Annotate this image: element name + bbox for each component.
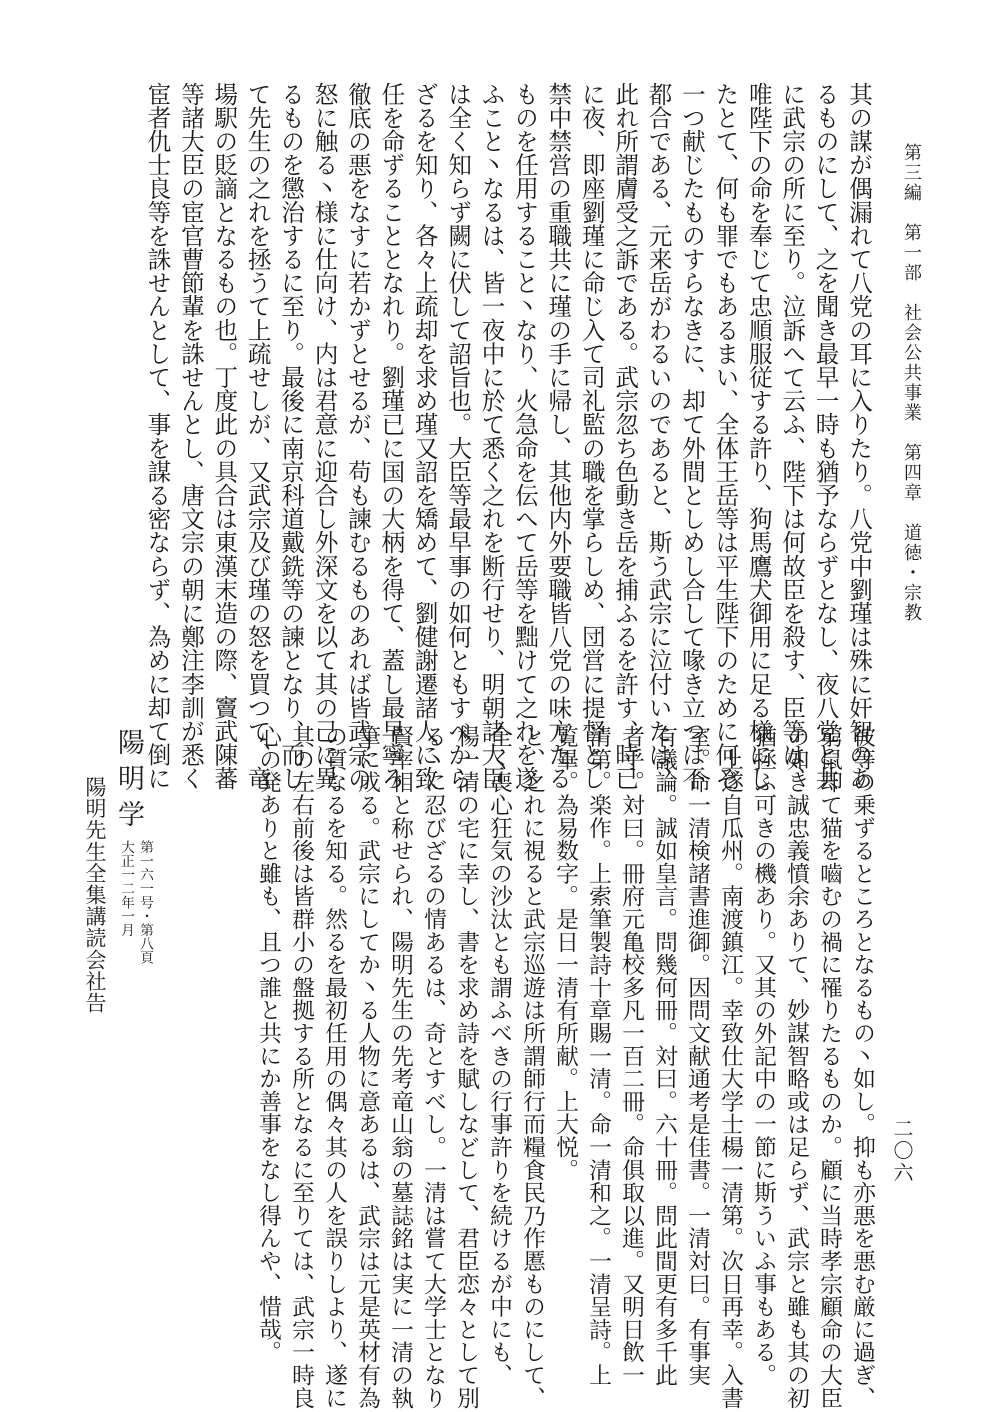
text-column: 怒に触る丶様に仕向け、内は君意に迎合し外深文を以て其の己に異 (310, 82, 339, 790)
text-column: 任を命ずることとなれり。劉瑾已に国の大柄を得て、蓋し最早寧ろ (377, 82, 406, 790)
colophon-title: 陽明学 (113, 728, 144, 836)
text-column: と、之れに視ると武宗巡遊は所謂師行而糧食民乃作慝ものにして、 (519, 725, 545, 1409)
text-column: 場駅の貶謫となるもの也。丁度此の具合は東漢末造の際、竇武陳蕃 (210, 82, 239, 790)
text-column: 賢宰相と称せられ、陽明先生の先考竜山翁の墓誌銘は実に一清の執 (387, 725, 413, 1409)
running-header: 第三編 第一部 社会公共事業 第四章 道徳・宗教 (901, 143, 922, 623)
text-column: るものを懲治するに至り。最後に南京科道戴銑等の諫となり、而し (277, 82, 306, 790)
text-column: 一つ献じたものすらなきに、却て外間としめし合して喙き立つは不 (677, 82, 706, 790)
text-column: 猶拯ふ可きの機あり。又其の外記中の一節に斯ういふ事もある。 (750, 725, 776, 1387)
text-column: 等諸大臣の宦官曹節輩を誅せんとし、唐文宗の朝に鄭注李訓が悉く (176, 82, 205, 790)
text-column: 其の左右前後は皆群小の盤拠する所となるに至りては、武宗一時良 (288, 725, 314, 1409)
text-column: 唯陛下の命を奉じて忠順服従する許り、狗馬鷹犬御用に足る様にし (744, 82, 773, 790)
quotation-column: 清第。楽作。上索筆製詩十章賜一清。命一清和之。一清呈詩。上 (585, 725, 611, 1387)
text-column: 禁中禁営の重職共に瑾の手に帰し、其他内外要職皆八党の味方たる (544, 82, 573, 790)
colophon-publisher: 陽明先生全集講読会社告 (83, 776, 107, 1014)
issue-number: 第一六一号・第八頁 (137, 840, 153, 965)
text-column: 其の謀が偶漏れて八党の耳に入りたり。八党中劉瑾は殊に奸智のあ (845, 82, 873, 790)
quotation-column: 者乎。対曰。冊府元亀校多凡一百二冊。命俱取以進。又明日飲一 (618, 725, 644, 1387)
text-column: 全く喪心狂気の沙汰とも謂ふべきの行事許りを続けるが中にも、 (486, 725, 512, 1387)
text-column: 徹底の悪をなすに若かずとせるが、苟も諫むるものあれば皆武宗の (343, 82, 372, 790)
quotation-column: 覧畢。為易数字。是日一清有所献。上大悦。 (552, 725, 578, 1181)
text-column: たとて、何も罪でもあるまい、全体王岳等は平生陛下のために何ぞ (711, 82, 740, 790)
text-column: ものを任用すること丶なり、火急命を伝へて岳等を黜けて之れを遂 (510, 82, 539, 790)
text-column: に夜、即座劉瑾に命じ入て司礼監の職を掌らしめ、団営に提督とし (577, 82, 606, 790)
text-column: 都合である、元来岳がわるいのであると、斯う武宗に泣付いたは、 (644, 82, 673, 790)
text-column: 筆に成る。武宗にしてか丶る人物に意あるは、武宗は元是英材有為 (354, 725, 380, 1409)
text-column: は全く知らず闕に伏して詔旨也。大臣等最早事の如何ともすべから (444, 82, 473, 790)
quotation-column: 有議論。誠如皇言。問幾何冊。対曰。六十冊。問此間更有多千此 (651, 725, 677, 1387)
text-column: の如き誠忠義憤余ありて、妙謀智略或は足らず、武宗と雖も其の初 (783, 725, 809, 1409)
colophon-issue (116, 840, 154, 964)
text-column: 心の発ありと雖も、且つ誰と共にか善事をなし得んや、惜哉。 (255, 725, 281, 1364)
text-column: 楊一清の宅に幸し、書を求め詩を賦しなどして、君臣恋々として別 (453, 725, 479, 1409)
text-column: の質なるを知る。然るを最初任用の偶々其の人を誤りしより、遂に (321, 725, 347, 1409)
quotation-column: 上遂自瓜州。南渡鎮江。幸致仕大学士楊一清第。次日再幸。入書 (717, 725, 743, 1409)
text-column: るものにして、之を聞き最早一時も猶予ならずとなし、夜八党と共 (811, 82, 840, 790)
text-column: 宦者仇士良等を誅せんとして、事を謀る密ならず、為めに却て倒に (143, 82, 172, 790)
text-column: 窮鼠却て猫を嚙むの禍に罹りたるものか。顧に当時孝宗顧命の大臣 (816, 725, 842, 1409)
body-text-lower (255, 725, 878, 1409)
issue-date: 大正一二年一月 (118, 840, 134, 937)
page-number: 二〇六 (890, 1118, 914, 1184)
text-column: る丶に忍びざるの情あるは、奇とすべし。一清は嘗て大学士となり (420, 725, 446, 1409)
quotation-column: 室。命一清検諸書進御。因問文献通考是佳書。一清対曰。有事実 (684, 725, 710, 1387)
text-column: に武宗の所に至り。泣訴へて云ふ、陛下は何故臣を殺す、臣等は、 (778, 82, 807, 790)
text-column: て先生の之れを拯うて上疏せしが、又武宗及び瑾の怒を買つて、竜 (243, 82, 272, 790)
text-column: ふこと丶なるは、皆一夜中に於て悉く之れを断行せり、明朝諸大臣 (477, 82, 506, 790)
text-column: 此れ所謂膚受之訴である。武宗忽ち色動き岳を捕ふるを許す、時已 (611, 82, 640, 790)
text-column: 彼等の乗ずるところとなるもの丶如し。抑も亦悪を悪む厳に過ぎ、 (849, 725, 875, 1409)
text-column: ざるを知り、各々上疏却を求め瑾又詔を矯めて、劉健謝遷諸人に致 (410, 82, 439, 790)
